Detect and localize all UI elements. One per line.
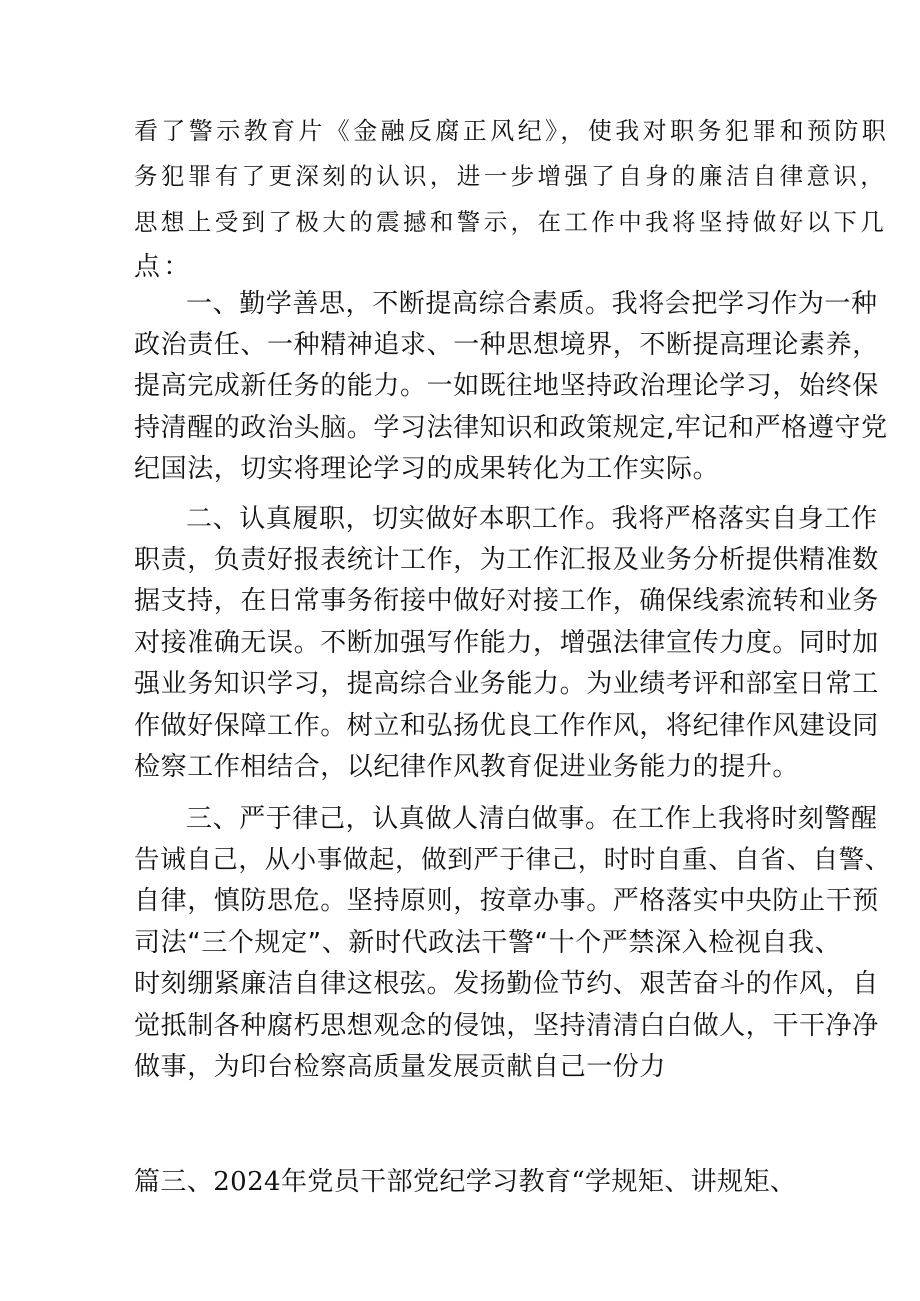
point1-line-3: 提高完成新任务的能力。一如既往地坚持政治理论学习，始终保 xyxy=(134,371,879,401)
point1-line-5: 纪国法，切实将理论学习的成果转化为工作实际。 xyxy=(134,454,720,484)
point3-line-5: 时刻绷紧廉洁自律这根弦。发扬勤俭节约、艰苦奋斗的作风，自 xyxy=(134,969,879,999)
point2-line-6: 作做好保障工作。树立和弘扬优良工作作风，将纪律作风建设同 xyxy=(134,711,879,741)
point3-line-7: 做事，为印台检察高质量发展贡献自己一份力 xyxy=(134,1052,667,1082)
point3-line-1: 三、严于律己，认真做人清白做事。在工作上我将时刻警醒 xyxy=(186,804,878,834)
point2-line-5: 强业务知识学习，提高综合业务能力。为业绩考评和部室日常工 xyxy=(134,669,879,699)
point3-line-2: 告诫自己，从小事做起，做到严于律己，时时自重、自省、自警、 xyxy=(134,845,891,875)
point1-line-2: 政治责任、一种精神追求、一种思想境界，不断提高理论素养， xyxy=(134,330,879,360)
point2-line-4: 对接准确无误。不断加强写作能力，增强法律宣传力度。同时加 xyxy=(134,628,879,658)
intro-line-2: 务犯罪有了更深刻的认识，进一步增强了自身的廉洁自律意识， xyxy=(134,162,888,190)
point2-line-3: 据支持，在日常事务衔接中做好对接工作，确保线索流转和业务 xyxy=(134,586,879,616)
point3-line-4: 司法“三个规定”、新时代政法干警“十个严禁深入检视自我、 xyxy=(134,928,842,958)
intro-line-3: 思想上受到了极大的震撼和警示，在工作中我将坚持做好以下几 xyxy=(134,208,888,236)
point1-line-1: 一、勤学善思，不断提高综合素质。我将会把学习作为一种 xyxy=(186,289,878,319)
point1-line-4: 持清醒的政治头脑。学习法律知识和政策规定,牢记和严格遵守党 xyxy=(134,413,888,443)
point2-line-2: 职责，负责好报表统计工作，为工作汇报及业务分析提供精准数 xyxy=(134,545,879,575)
section-title: 篇三、2024年党员干部党纪学习教育“学规矩、讲规矩、 xyxy=(134,1167,797,1197)
point3-line-6: 觉抵制各种腐朽思想观念的侵蚀，坚持清清白白做人，干干净净 xyxy=(134,1011,879,1041)
point3-line-3: 自律，慎防思危。坚持原则，按章办事。严格落实中央防止干预 xyxy=(134,886,879,916)
point2-line-7: 检察工作相结合，以纪律作风教育促进业务能力的提升。 xyxy=(134,752,800,782)
intro-line-1: 看了警示教育片《金融反腐正风纪》，使我对职务犯罪和预防职 xyxy=(134,117,890,145)
point2-line-1: 二、认真履职，切实做好本职工作。我将严格落实自身工作 xyxy=(186,504,878,534)
intro-line-4: 点： xyxy=(134,252,193,282)
